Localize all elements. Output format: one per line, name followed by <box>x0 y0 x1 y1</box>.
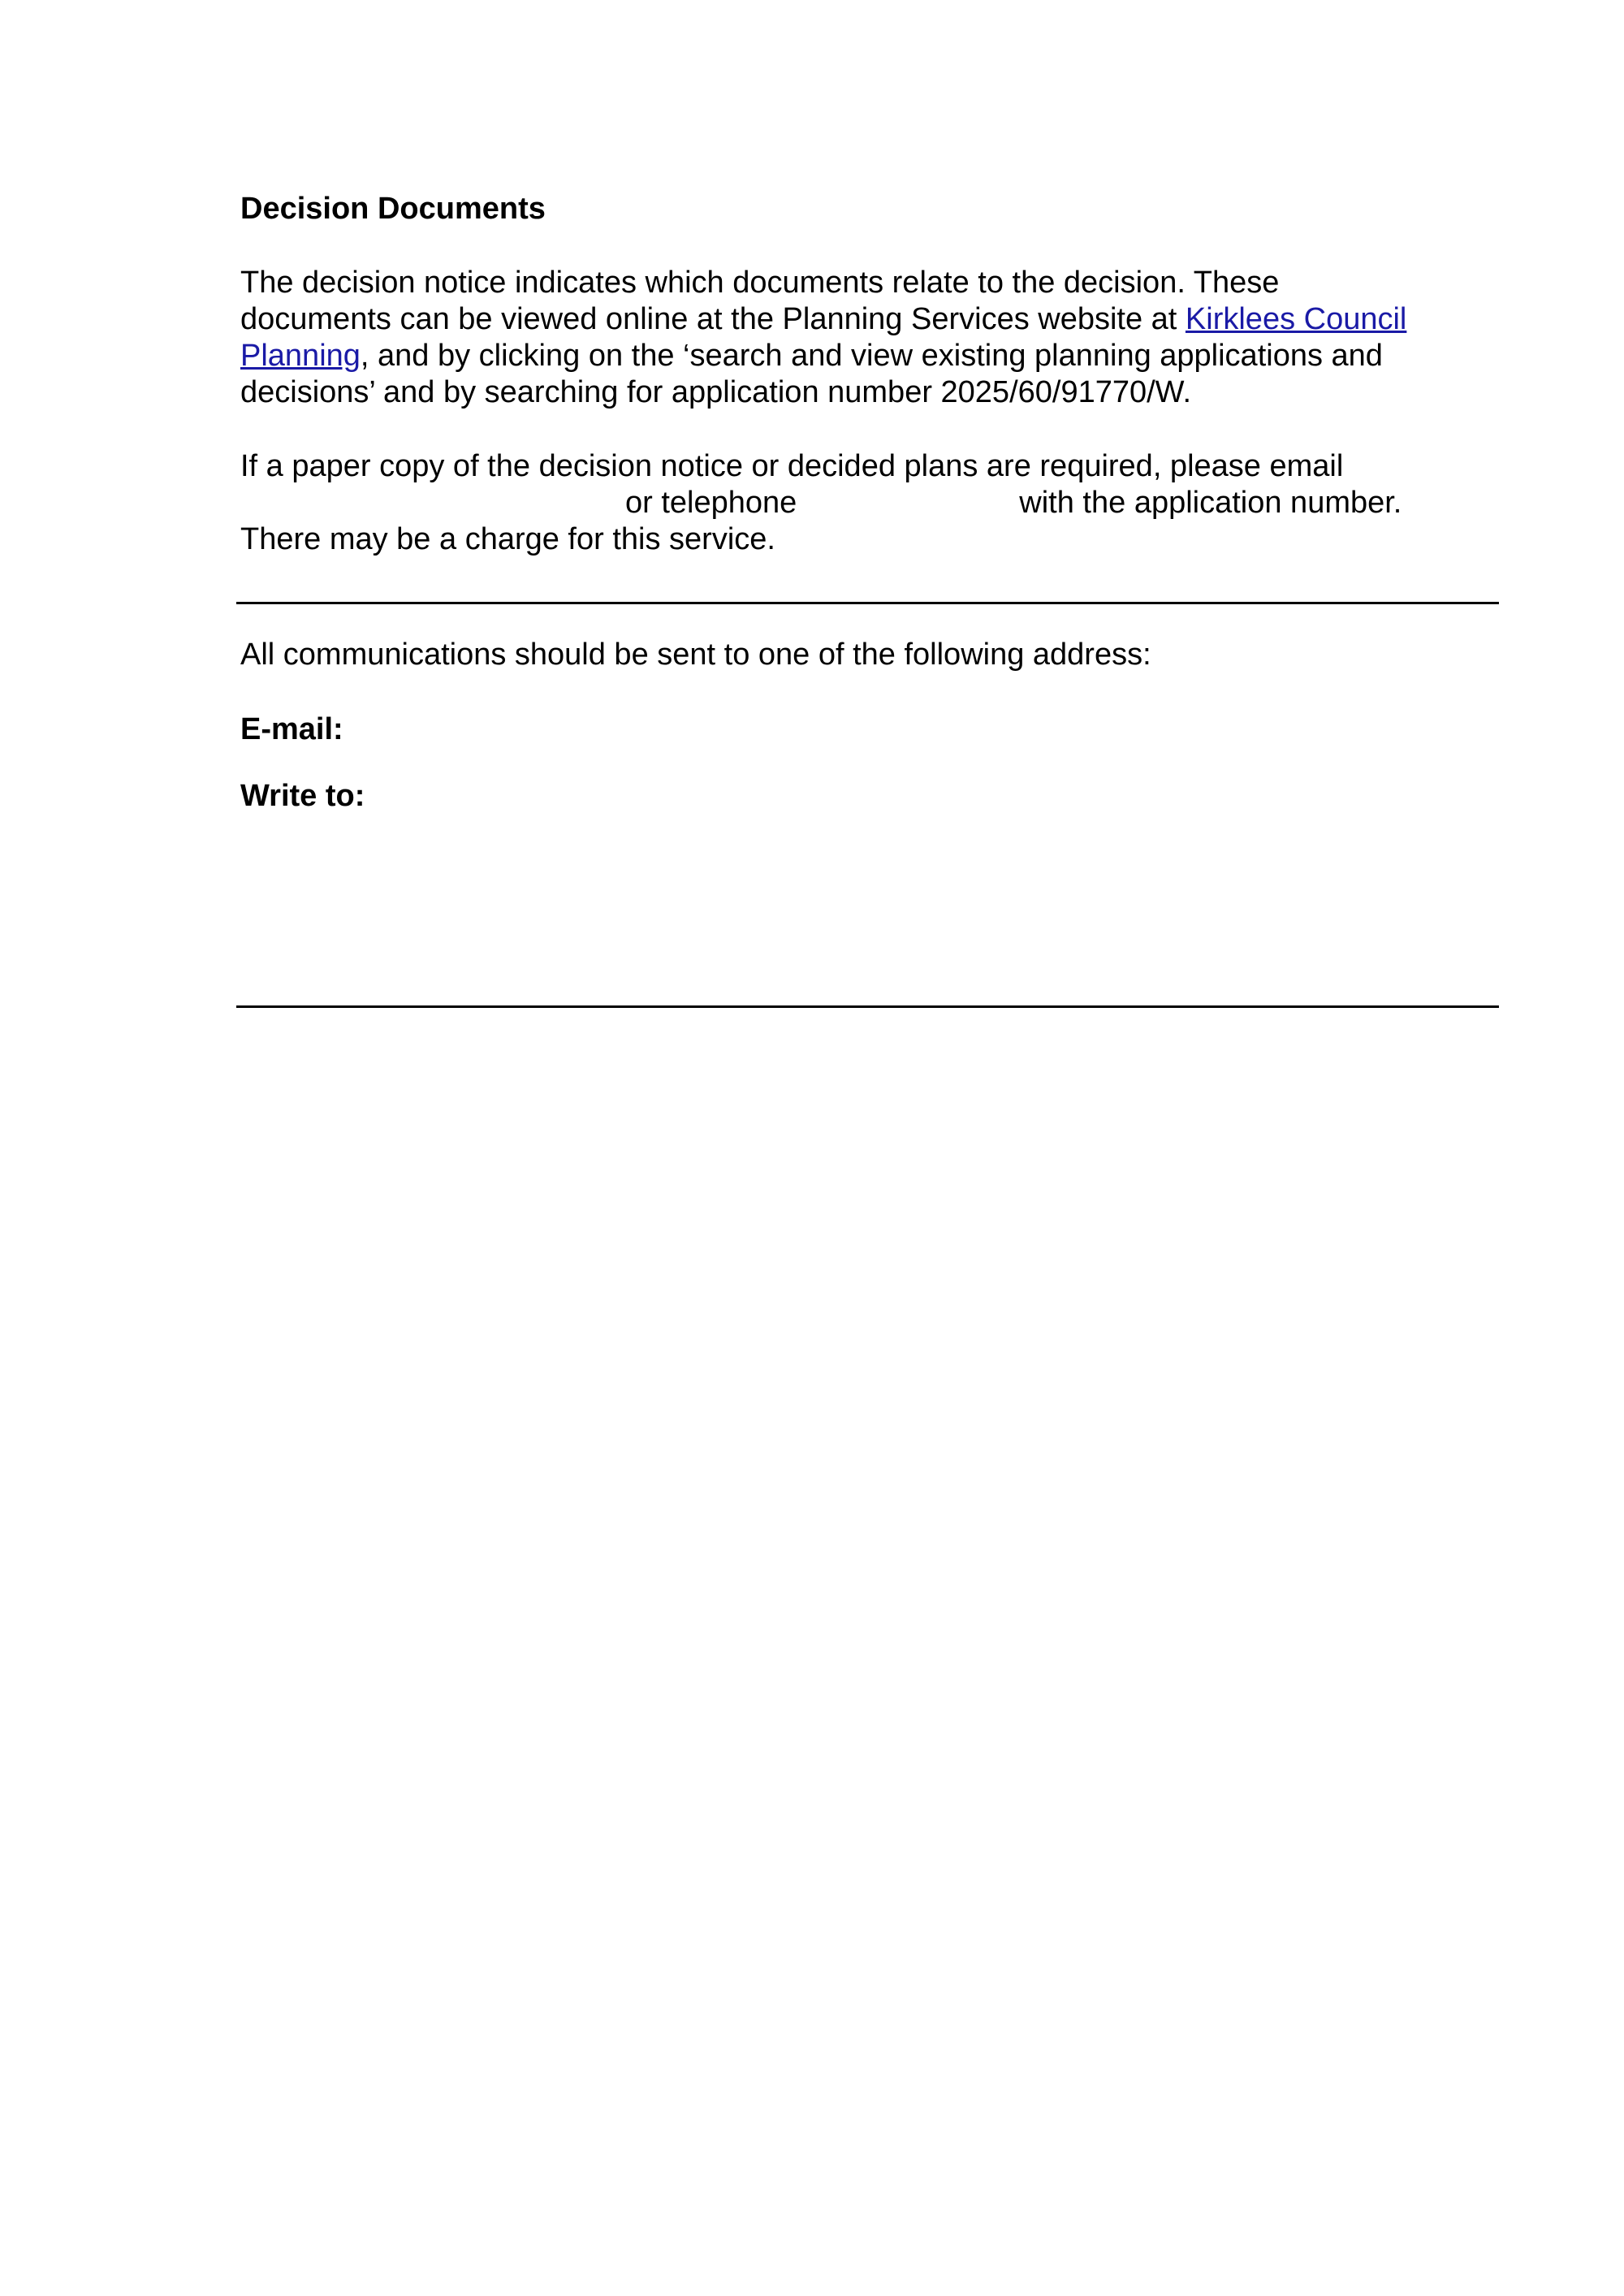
paragraph-line: If a paper copy of the decision notice or decided plans are required, please email <box>240 449 1344 483</box>
paragraph-text: with the application number. <box>1019 486 1402 520</box>
paragraph-text: , and by clicking on the ‘search and view existing planning applications and <box>360 339 1383 373</box>
paragraph-line: There may be a charge for this service. <box>240 522 775 556</box>
decision-documents-paragraph <box>240 265 1491 411</box>
paragraph-text: documents can be viewed online at the Planning Services website at <box>240 302 1186 336</box>
paragraph-line: The decision notice indicates which documents relate to the decision. These <box>240 266 1280 300</box>
paper-copy-paragraph <box>240 448 1491 558</box>
paragraph-line <box>240 338 1491 374</box>
kirklees-planning-link-continued[interactable]: Planning <box>240 339 361 373</box>
communications-text: All communications should be sent to one of the following address: <box>240 638 1151 672</box>
write-to-label: Write to: <box>240 779 365 813</box>
email-label: E-mail: <box>240 712 343 746</box>
section-heading: Decision Documents <box>240 192 546 226</box>
paragraph-line: decisions’ and by searching for application number 2025/60/91770/W. <box>240 375 1192 409</box>
paragraph-line <box>240 301 1491 338</box>
paragraph-line <box>240 485 1491 521</box>
kirklees-planning-link[interactable]: Kirklees Council <box>1185 302 1407 336</box>
divider-bottom <box>236 1005 1499 1008</box>
divider-top <box>236 602 1499 604</box>
paragraph-text: or telephone <box>625 486 797 520</box>
